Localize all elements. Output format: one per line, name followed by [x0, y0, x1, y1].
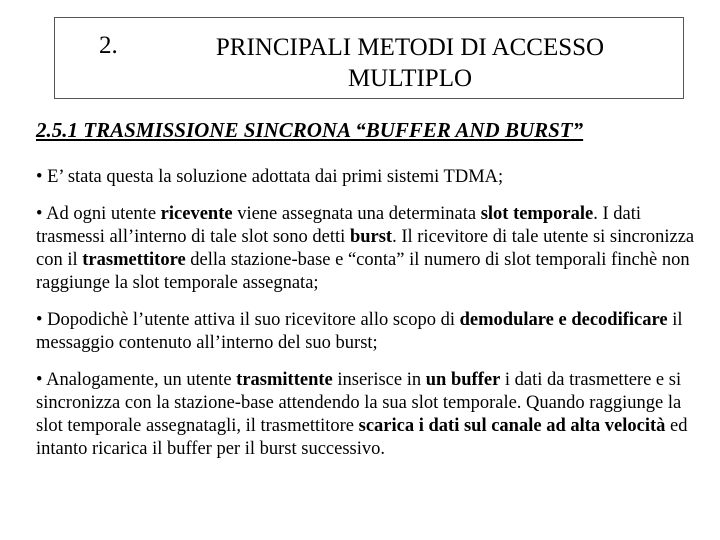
text-run: ed intanto ricarica il buffer per il burst successivo. — [36, 416, 688, 459]
text-run: il messaggio contenuto all’interno del suo burst; — [36, 310, 683, 353]
text-run: • Ad ogni utente — [36, 204, 161, 224]
section-heading: 2.5.1 TRASMISSIONE SINCRONA “BUFFER AND BURST” — [36, 118, 584, 142]
bullet-paragraph-1 — [36, 166, 696, 189]
text-run: • Analogamente, un utente — [36, 370, 237, 390]
content-body — [36, 166, 696, 475]
bullet-paragraph-3 — [36, 309, 696, 355]
bold-term: trasmettitore — [82, 250, 186, 270]
text-run: • E’ stata questa la soluzione adottata dai primi sistemi TDMA; — [36, 167, 504, 187]
bold-term: scarica i dati sul canale ad alta velocità — [358, 416, 666, 436]
text-run: . Il ricevitore di tale utente si sincronizza con il — [36, 227, 695, 270]
bold-term: trasmittente — [236, 370, 333, 390]
page-title — [175, 32, 645, 94]
text-run: della stazione-base e “conta” il numero di slot temporali finchè non raggiunge la slot temporale assegnata; — [36, 250, 690, 293]
bold-term: demodulare e decodificare — [459, 310, 668, 330]
text-run: viene assegnata una determinata — [232, 204, 481, 224]
bold-term: burst — [349, 227, 393, 247]
bold-term: ricevente — [160, 204, 233, 224]
title-number: 2. — [99, 32, 118, 59]
title-line-1: PRINCIPALI METODI DI ACCESSO — [215, 34, 605, 61]
title-box — [54, 17, 684, 99]
text-run: inserisce in — [332, 370, 426, 390]
bullet-paragraph-2 — [36, 203, 696, 295]
text-run: . I dati trasmessi all’interno di tale slot sono detti — [36, 204, 641, 247]
bullet-paragraph-4 — [36, 369, 696, 461]
bold-term: un buffer — [425, 370, 501, 390]
bold-term: slot temporale — [480, 204, 594, 224]
title-line-2: MULTIPLO — [347, 65, 473, 92]
text-run: i dati da trasmettere e si sincronizza con la stazione-base attendendo la sua slot temporale. Quando raggiunge la slot temporale assegnatagli, il trasmettitore — [36, 370, 682, 436]
text-run: • Dopodichè l’utente attiva il suo ricevitore allo scopo di — [36, 310, 460, 330]
